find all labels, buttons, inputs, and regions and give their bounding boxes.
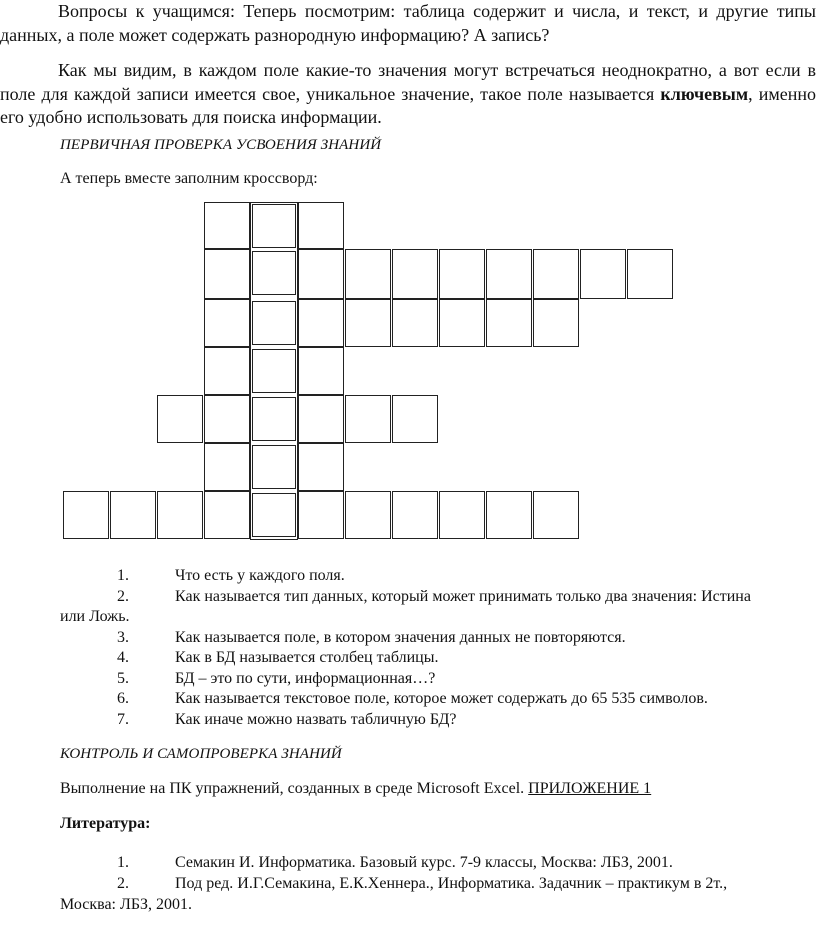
question-number: 4.: [117, 649, 129, 666]
exercise-text: [60, 780, 651, 798]
crossword-key-cell[interactable]: [252, 301, 296, 345]
literature-number: 1.: [117, 854, 129, 871]
question-list: [0, 566, 816, 730]
crossword-cell[interactable]: [298, 395, 344, 443]
literature-heading: Литература:: [60, 815, 151, 832]
question-number: 5.: [117, 669, 129, 687]
crossword-cell[interactable]: [204, 249, 250, 299]
exercise-description: Выполнение на ПК упражнений, созданных в среде Microsoft Excel.: [60, 780, 529, 797]
crossword-cell[interactable]: [157, 491, 203, 539]
paragraph-key-field-end: , именно его удобно использовать для поиска информации.: [0, 83, 816, 127]
question-text: БД – это по сути, информационная…?: [175, 669, 436, 687]
crossword-cell[interactable]: [204, 443, 250, 491]
crossword-cell[interactable]: [345, 491, 391, 539]
crossword-key-cell[interactable]: [252, 251, 296, 295]
heading-primary-check: ПЕРВИЧНАЯ ПРОВЕРКА УСВОЕНИЯ ЗНАНИЙ: [60, 137, 382, 153]
crossword-cell[interactable]: [392, 395, 438, 443]
question-text: Что есть у каждого поля.: [175, 567, 345, 584]
question-text: Как иначе можно назвать табличную БД?: [175, 710, 457, 728]
question-continuation: или Ложь.: [60, 608, 130, 625]
paragraph-key-field: [0, 59, 816, 130]
literature-number: 2.: [117, 875, 129, 892]
crossword-cell[interactable]: [298, 299, 344, 347]
question-item: [0, 669, 816, 690]
literature-item: [0, 873, 816, 915]
question-item: [0, 648, 816, 669]
crossword-cell[interactable]: [439, 299, 485, 347]
crossword-cell[interactable]: [204, 202, 250, 249]
crossword-cell[interactable]: [439, 249, 485, 299]
crossword-cell[interactable]: [392, 491, 438, 539]
crossword-intro: А теперь вместе заполним кроссворд:: [60, 170, 318, 187]
appendix-link[interactable]: ПРИЛОЖЕНИЕ 1: [528, 780, 652, 797]
question-item: [0, 628, 816, 649]
literature-item: [0, 852, 816, 873]
crossword-cell[interactable]: [298, 491, 344, 539]
question-number: 6.: [117, 690, 129, 707]
crossword-cell[interactable]: [392, 249, 438, 299]
crossword-cell[interactable]: [63, 491, 109, 539]
question-item: [0, 689, 816, 710]
question-number: 1.: [117, 567, 129, 584]
crossword-key-cell[interactable]: [252, 349, 296, 393]
crossword-cell[interactable]: [110, 491, 156, 539]
crossword-cell[interactable]: [204, 395, 250, 443]
crossword-key-cell[interactable]: [252, 445, 296, 489]
crossword-cell[interactable]: [439, 491, 485, 539]
crossword-cell[interactable]: [345, 249, 391, 299]
crossword-key-column: [250, 202, 298, 540]
key-term: ключевым: [660, 83, 749, 104]
crossword-cell[interactable]: [533, 299, 579, 347]
question-item: [0, 587, 816, 628]
question-item: [0, 710, 816, 731]
crossword-cell[interactable]: [204, 299, 250, 347]
literature-continuation: Москва: ЛБЗ, 2001.: [60, 896, 193, 913]
crossword-cell[interactable]: [157, 395, 203, 443]
crossword-cell[interactable]: [298, 202, 344, 249]
crossword-cell[interactable]: [298, 443, 344, 491]
question-text: Как в БД называется столбец таблицы.: [175, 649, 439, 666]
crossword-cell[interactable]: [533, 491, 579, 539]
question-text: Как называется тип данных, который может принимать только два значения: Истина: [175, 587, 751, 605]
question-item: [0, 566, 816, 587]
crossword-cell[interactable]: [298, 347, 344, 395]
crossword-cell[interactable]: [486, 299, 532, 347]
paragraph-questions: Вопросы к учащимся: Теперь посмотрим: таблица содержит и числа, и текст, и другие типы данных, а поле может содержать разнородную информацию? А запись?: [0, 1, 816, 45]
crossword-cell[interactable]: [486, 249, 532, 299]
question-number: 2.: [117, 587, 129, 605]
heading-control: КОНТРОЛЬ И САМОПРОВЕРКА ЗНАНИЙ: [60, 746, 342, 762]
crossword-key-cell[interactable]: [252, 493, 296, 537]
crossword-cell[interactable]: [345, 395, 391, 443]
crossword-cell[interactable]: [204, 491, 250, 539]
crossword-key-cell[interactable]: [252, 397, 296, 441]
paragraph-key-field-start: Как мы видим, в каждом поле какие-то значения могут встречаться неоднократно, а вот если в поле для каждой записи имеется свое, уникальное значение, такое поле называется: [0, 60, 816, 104]
crossword-cell[interactable]: [580, 249, 626, 299]
question-text: Как называется текстовое поле, которое может содержать до 65 535 символов.: [175, 690, 708, 707]
literature-text: Под ред. И.Г.Семакина, Е.К.Хеннера., Информатика. Задачник – практикум в 2т.,: [175, 875, 728, 892]
crossword-cell[interactable]: [204, 347, 250, 395]
question-text: Как называется поле, в котором значения данных не повторяются.: [175, 628, 626, 646]
literature-text: Семакин И. Информатика. Базовый курс. 7-9 классы, Москва: ЛБЗ, 2001.: [175, 854, 673, 871]
crossword-cell[interactable]: [486, 491, 532, 539]
crossword-key-cell[interactable]: [252, 204, 296, 248]
question-number: 7.: [117, 710, 129, 728]
crossword-cell[interactable]: [627, 249, 673, 299]
literature-list: [0, 852, 816, 915]
crossword-cell[interactable]: [298, 249, 344, 299]
crossword-cell[interactable]: [533, 249, 579, 299]
crossword-cell[interactable]: [345, 299, 391, 347]
question-number: 3.: [117, 628, 129, 646]
crossword-cell[interactable]: [392, 299, 438, 347]
